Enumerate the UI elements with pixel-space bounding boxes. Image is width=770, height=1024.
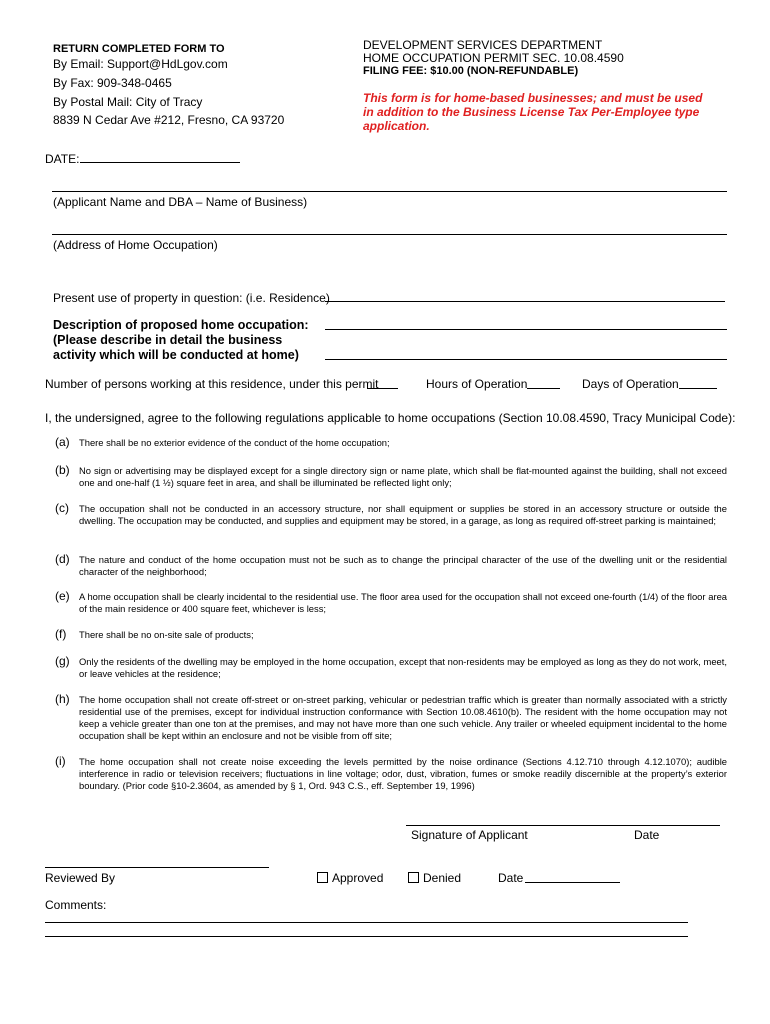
description-field-2[interactable] — [325, 359, 727, 360]
rule-text: The occupation shall not be conducted in an accessory structure, nor shall equipment or supplies be stored in an accessory structure or outside the dwelling. The occupation may be conducted, and supplies and equipment may be stored, in a garage, as long as required off-street parking is maintained; — [79, 503, 727, 526]
rule-text: The nature and conduct of the home occupation must not be such as to change the principal character of the use of the dwelling unit or the residential character of the neighborhood; — [79, 554, 727, 577]
return-form-title: RETURN COMPLETED FORM TO — [53, 43, 225, 55]
description-label-2: (Please describe in detail the business — [53, 333, 283, 347]
description-label-1: Description of proposed home occupation: — [53, 318, 309, 332]
denied-label: Denied — [423, 871, 462, 885]
permit-section: HOME OCCUPATION PERMIT SEC. 10.08.4590 — [363, 51, 624, 65]
rule-d — [55, 553, 727, 578]
rule-b — [55, 464, 727, 489]
hours-field[interactable] — [527, 388, 560, 389]
days-label: Days of Operation — [582, 377, 679, 391]
rule-text: Only the residents of the dwelling may be employed in the home occupation, except that non-residents may be employed as long as they do not work, meet, or leave vehicles at the residence; — [79, 656, 727, 679]
rule-text: A home occupation shall be clearly incidental to the residential use. The floor area used for the occupation shall not exceed one-fourth (1/4) of the floor area of the main residence or 400 square feet, whichever is less; — [79, 591, 727, 614]
comments-field-2[interactable] — [45, 936, 688, 937]
hours-label: Hours of Operation — [426, 377, 528, 391]
rule-text: The home occupation shall not create noise exceeding the levels permitted by the noise ordinance (Sections 4.12.710 through 4.12.1070); audible interference in radio or television receivers; fluctuations in line voltage; odor, dust, vibration, fumes or smoke readily discernible at the property’s exterior boundary. (Prior code §10-2.3604, as amended by § 1, Ord. 943 C.S., eff. September 19, 1996) — [79, 756, 727, 791]
return-fax: By Fax: 909-348-0465 — [53, 76, 172, 90]
persons-working-label: Number of persons working at this residence, under this permit — [45, 377, 379, 391]
approved-option[interactable] — [317, 871, 383, 885]
signature-date-label: Date — [634, 828, 660, 842]
rule-e — [55, 590, 727, 615]
comments-field-1[interactable] — [45, 922, 688, 923]
denied-checkbox[interactable] — [408, 872, 419, 883]
applicant-signature-field[interactable] — [406, 825, 720, 826]
applicant-name-label: (Applicant Name and DBA – Name of Business) — [53, 195, 308, 209]
rule-letter: (b) — [55, 463, 70, 477]
rule-letter: (i) — [55, 754, 66, 768]
reviewed-by-field[interactable] — [45, 867, 269, 868]
rule-letter: (g) — [55, 654, 70, 668]
applicant-name-field[interactable] — [52, 191, 727, 192]
rule-letter: (e) — [55, 589, 70, 603]
return-email: By Email: Support@HdLgov.com — [53, 57, 228, 71]
rule-text: There shall be no exterior evidence of the conduct of the home occupation; — [79, 437, 390, 448]
rule-text: There shall be no on-site sale of products; — [79, 629, 254, 640]
approved-checkbox[interactable] — [317, 872, 328, 883]
comments-label: Comments: — [45, 898, 107, 912]
rule-letter: (h) — [55, 692, 70, 706]
review-date-label: Date — [498, 871, 524, 885]
description-field-1[interactable] — [325, 329, 727, 330]
review-date-field[interactable] — [525, 882, 620, 883]
return-postal: By Postal Mail: City of Tracy — [53, 95, 203, 109]
rule-h — [55, 693, 727, 742]
filing-fee: FILING FEE: $10.00 (NON-REFUNDABLE) — [363, 65, 579, 77]
notice-line-2: in addition to the Business License Tax Per-Employee type — [363, 105, 700, 119]
description-label-3: activity which will be conducted at home) — [53, 348, 299, 362]
home-address-label: (Address of Home Occupation) — [53, 238, 218, 252]
rule-f — [55, 628, 727, 641]
present-use-label: Present use of property in question: (i.e. Residence) — [53, 291, 330, 305]
rule-letter: (f) — [55, 627, 67, 641]
approved-label: Approved — [332, 871, 384, 885]
days-field[interactable] — [679, 388, 717, 389]
rule-g — [55, 655, 727, 680]
denied-option[interactable] — [408, 871, 461, 885]
rule-i — [55, 755, 727, 792]
present-use-field[interactable] — [325, 301, 725, 302]
rule-letter: (d) — [55, 552, 70, 566]
home-address-field[interactable] — [52, 234, 727, 235]
persons-working-field[interactable] — [367, 388, 398, 389]
rule-text: No sign or advertising may be displayed except for a single directory sign or name plate, which shall be flat-mounted against the building, shall not exceed one and one-half (1 ½) square feet in area, and shall be illuminated be reflected light only; — [79, 465, 727, 488]
notice-line-1: This form is for home-based businesses; and must be used — [363, 91, 703, 105]
signature-label: Signature of Applicant — [411, 828, 528, 842]
return-address: 8839 N Cedar Ave #212, Fresno, CA 93720 — [53, 113, 285, 127]
reviewed-by-label: Reviewed By — [45, 871, 116, 885]
rule-a — [55, 436, 727, 449]
rule-letter: (c) — [55, 501, 69, 515]
rule-letter: (a) — [55, 435, 70, 449]
notice-line-3: application. — [363, 119, 430, 133]
date-field[interactable] — [80, 162, 240, 163]
department-name: DEVELOPMENT SERVICES DEPARTMENT — [363, 38, 603, 52]
rule-c — [55, 502, 727, 527]
date-label: DATE: — [45, 152, 80, 166]
rule-text: The home occupation shall not create off-street or on-street parking, vehicular or pedestrian traffic which is greater than normally associated with a strictly residential use of the premises, except for individual instruction conformance with Section 10.08.4610(b). The resident with the home occupation may not keep a vehicle greater than one ton at the premises, and may not have more than one such vehicle. Any trailer or wheeled equipment incidental to the home occupation shall be kept within an enclosure and not be visible from off site; — [79, 694, 727, 741]
agreement-statement: I, the undersigned, agree to the following regulations applicable to home occupations (Section 10.08.4590, Tracy Municipal Code): — [45, 411, 736, 425]
